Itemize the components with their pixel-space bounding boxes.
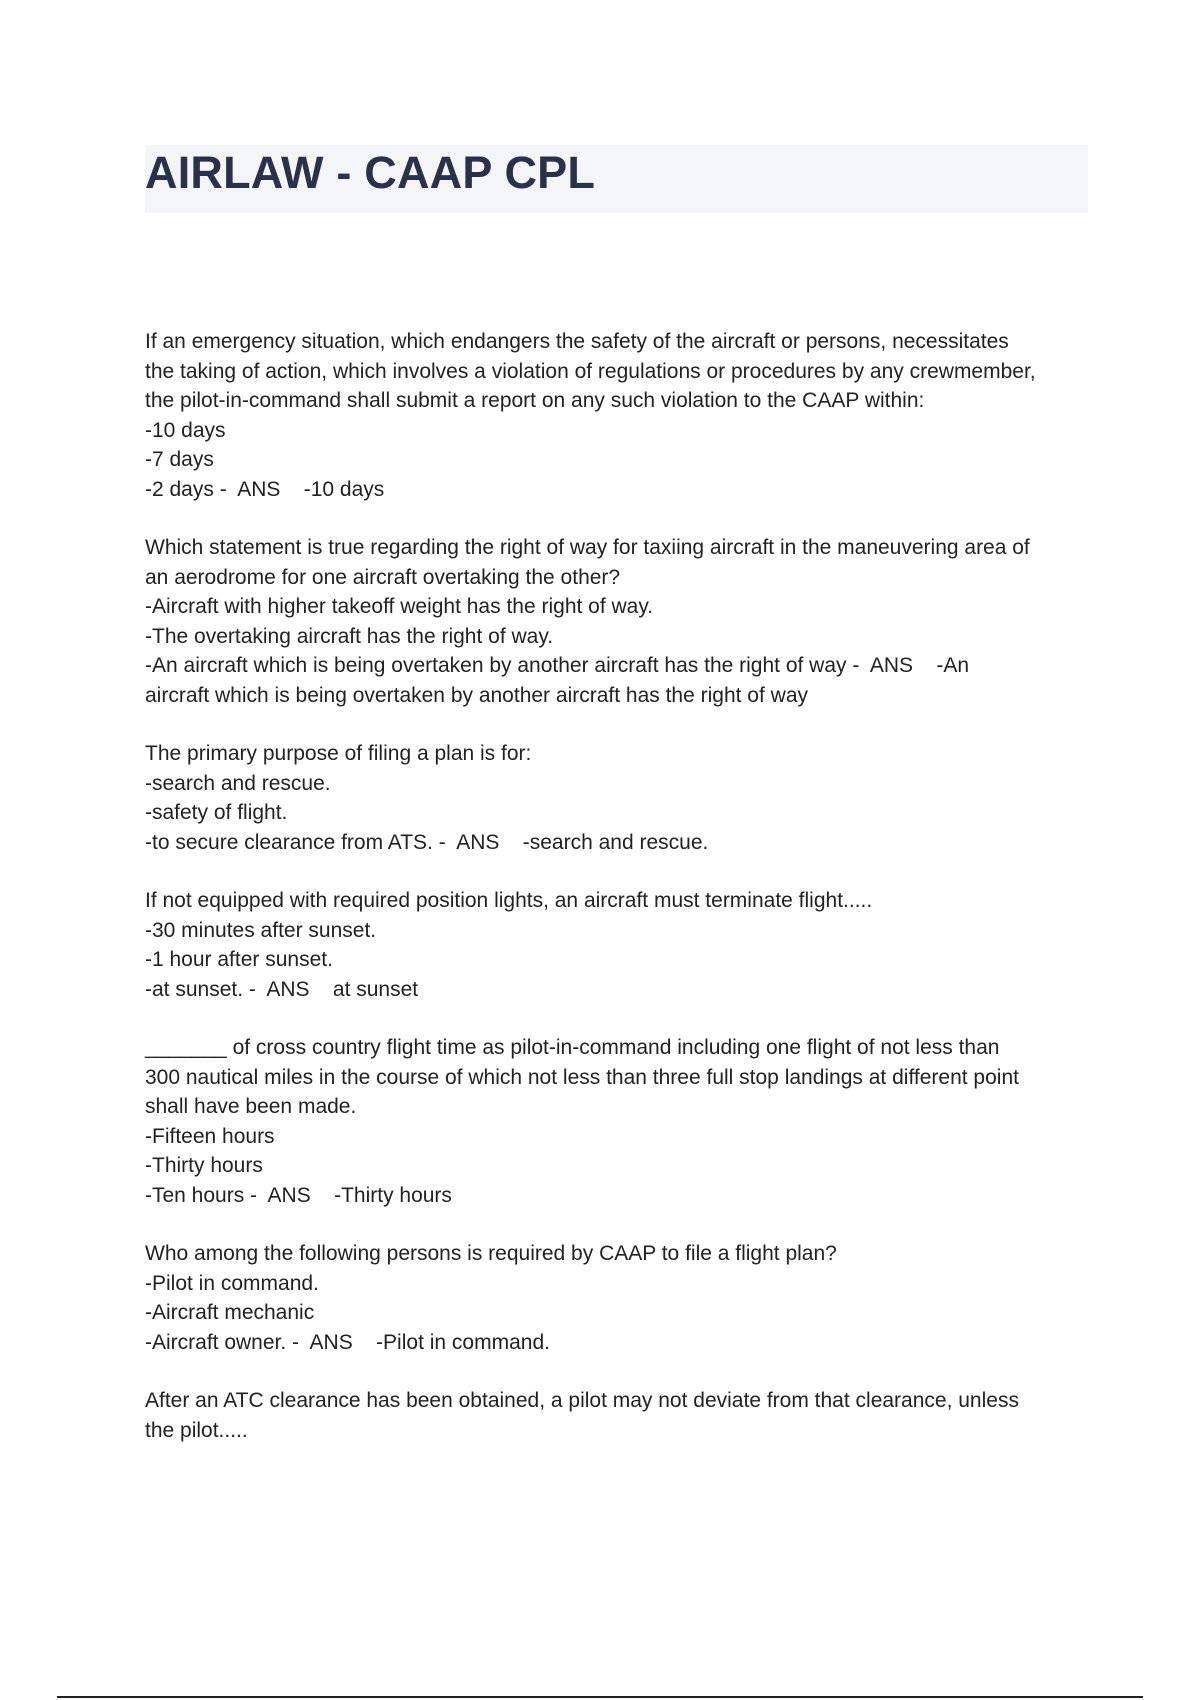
question-text-line: After an ATC clearance has been obtained, a pilot may not deviate from that clearance, unless — [145, 1389, 1019, 1412]
question-text-line: the pilot..... — [145, 1418, 248, 1442]
question-text-line: _______ of cross country flight time as pilot-in-command including one flight of not less than — [145, 1036, 1000, 1059]
answer-option: -Aircraft with higher takeoff weight has the right of way. — [145, 595, 654, 618]
question-text-line: If an emergency situation, which endangers the safety of the aircraft or persons, necessitates — [145, 330, 1009, 353]
question-text-line: the pilot-in-command shall submit a report on any such violation to the CAAP within: — [145, 389, 925, 412]
question-item — [145, 1033, 1095, 1210]
question-text-line: 300 nautical miles in the course of which not less than three full stop landings at different point — [145, 1065, 1019, 1089]
question-item — [145, 886, 1095, 1004]
answer-option: -Pilot in command. — [145, 1271, 319, 1295]
question-item — [145, 533, 1095, 710]
question-list — [145, 327, 1095, 1474]
answer-option-with-answer: -An aircraft which is being overtaken by another aircraft has the right of way - ANS -An — [145, 654, 970, 677]
question-item — [145, 327, 1095, 504]
answer-option: -Aircraft mechanic — [145, 1301, 315, 1324]
answer-option: -Fifteen hours — [145, 1124, 275, 1148]
question-text-line: Which statement is true regarding the right of way for taxiing aircraft in the maneuvering area of — [145, 536, 1030, 559]
question-item — [145, 1239, 1095, 1357]
answer-option: -7 days — [145, 448, 214, 471]
answer-text-line: aircraft which is being overtaken by another aircraft has the right of way — [145, 683, 808, 707]
answer-option: -1 hour after sunset. — [145, 948, 333, 971]
answer-option: -search and rescue. — [145, 771, 331, 795]
question-text-line: The primary purpose of filing a plan is for: — [145, 742, 532, 765]
question-text-line: the taking of action, which involves a violation of regulations or procedures by any crewmember, — [145, 359, 1036, 383]
answer-option: -Thirty hours — [145, 1154, 263, 1177]
answer-option: -The overtaking aircraft has the right of way. — [145, 624, 554, 648]
answer-option-with-answer: -Ten hours - ANS -Thirty hours — [145, 1183, 452, 1207]
question-item — [145, 1386, 1095, 1445]
document-title: AIRLAW - CAAP CPL — [145, 147, 596, 198]
answer-option: -safety of flight. — [145, 801, 288, 824]
answer-option-with-answer: -to secure clearance from ATS. - ANS -search and rescue. — [145, 830, 709, 854]
answer-option: -10 days — [145, 418, 226, 442]
footer-divider — [57, 1696, 1143, 1698]
question-item — [145, 739, 1095, 857]
answer-option-with-answer: -at sunset. - ANS at sunset — [145, 977, 419, 1001]
question-text-line: shall have been made. — [145, 1095, 357, 1118]
question-text-line: If not equipped with required position lights, an aircraft must terminate flight..... — [145, 889, 873, 912]
answer-option-with-answer: -Aircraft owner. - ANS -Pilot in command. — [145, 1330, 550, 1354]
question-text-line: an aerodrome for one aircraft overtaking the other? — [145, 565, 621, 589]
answer-option: -30 minutes after sunset. — [145, 918, 377, 942]
question-text-line: Who among the following persons is required by CAAP to file a flight plan? — [145, 1242, 837, 1265]
answer-option-with-answer: -2 days - ANS -10 days — [145, 477, 385, 501]
